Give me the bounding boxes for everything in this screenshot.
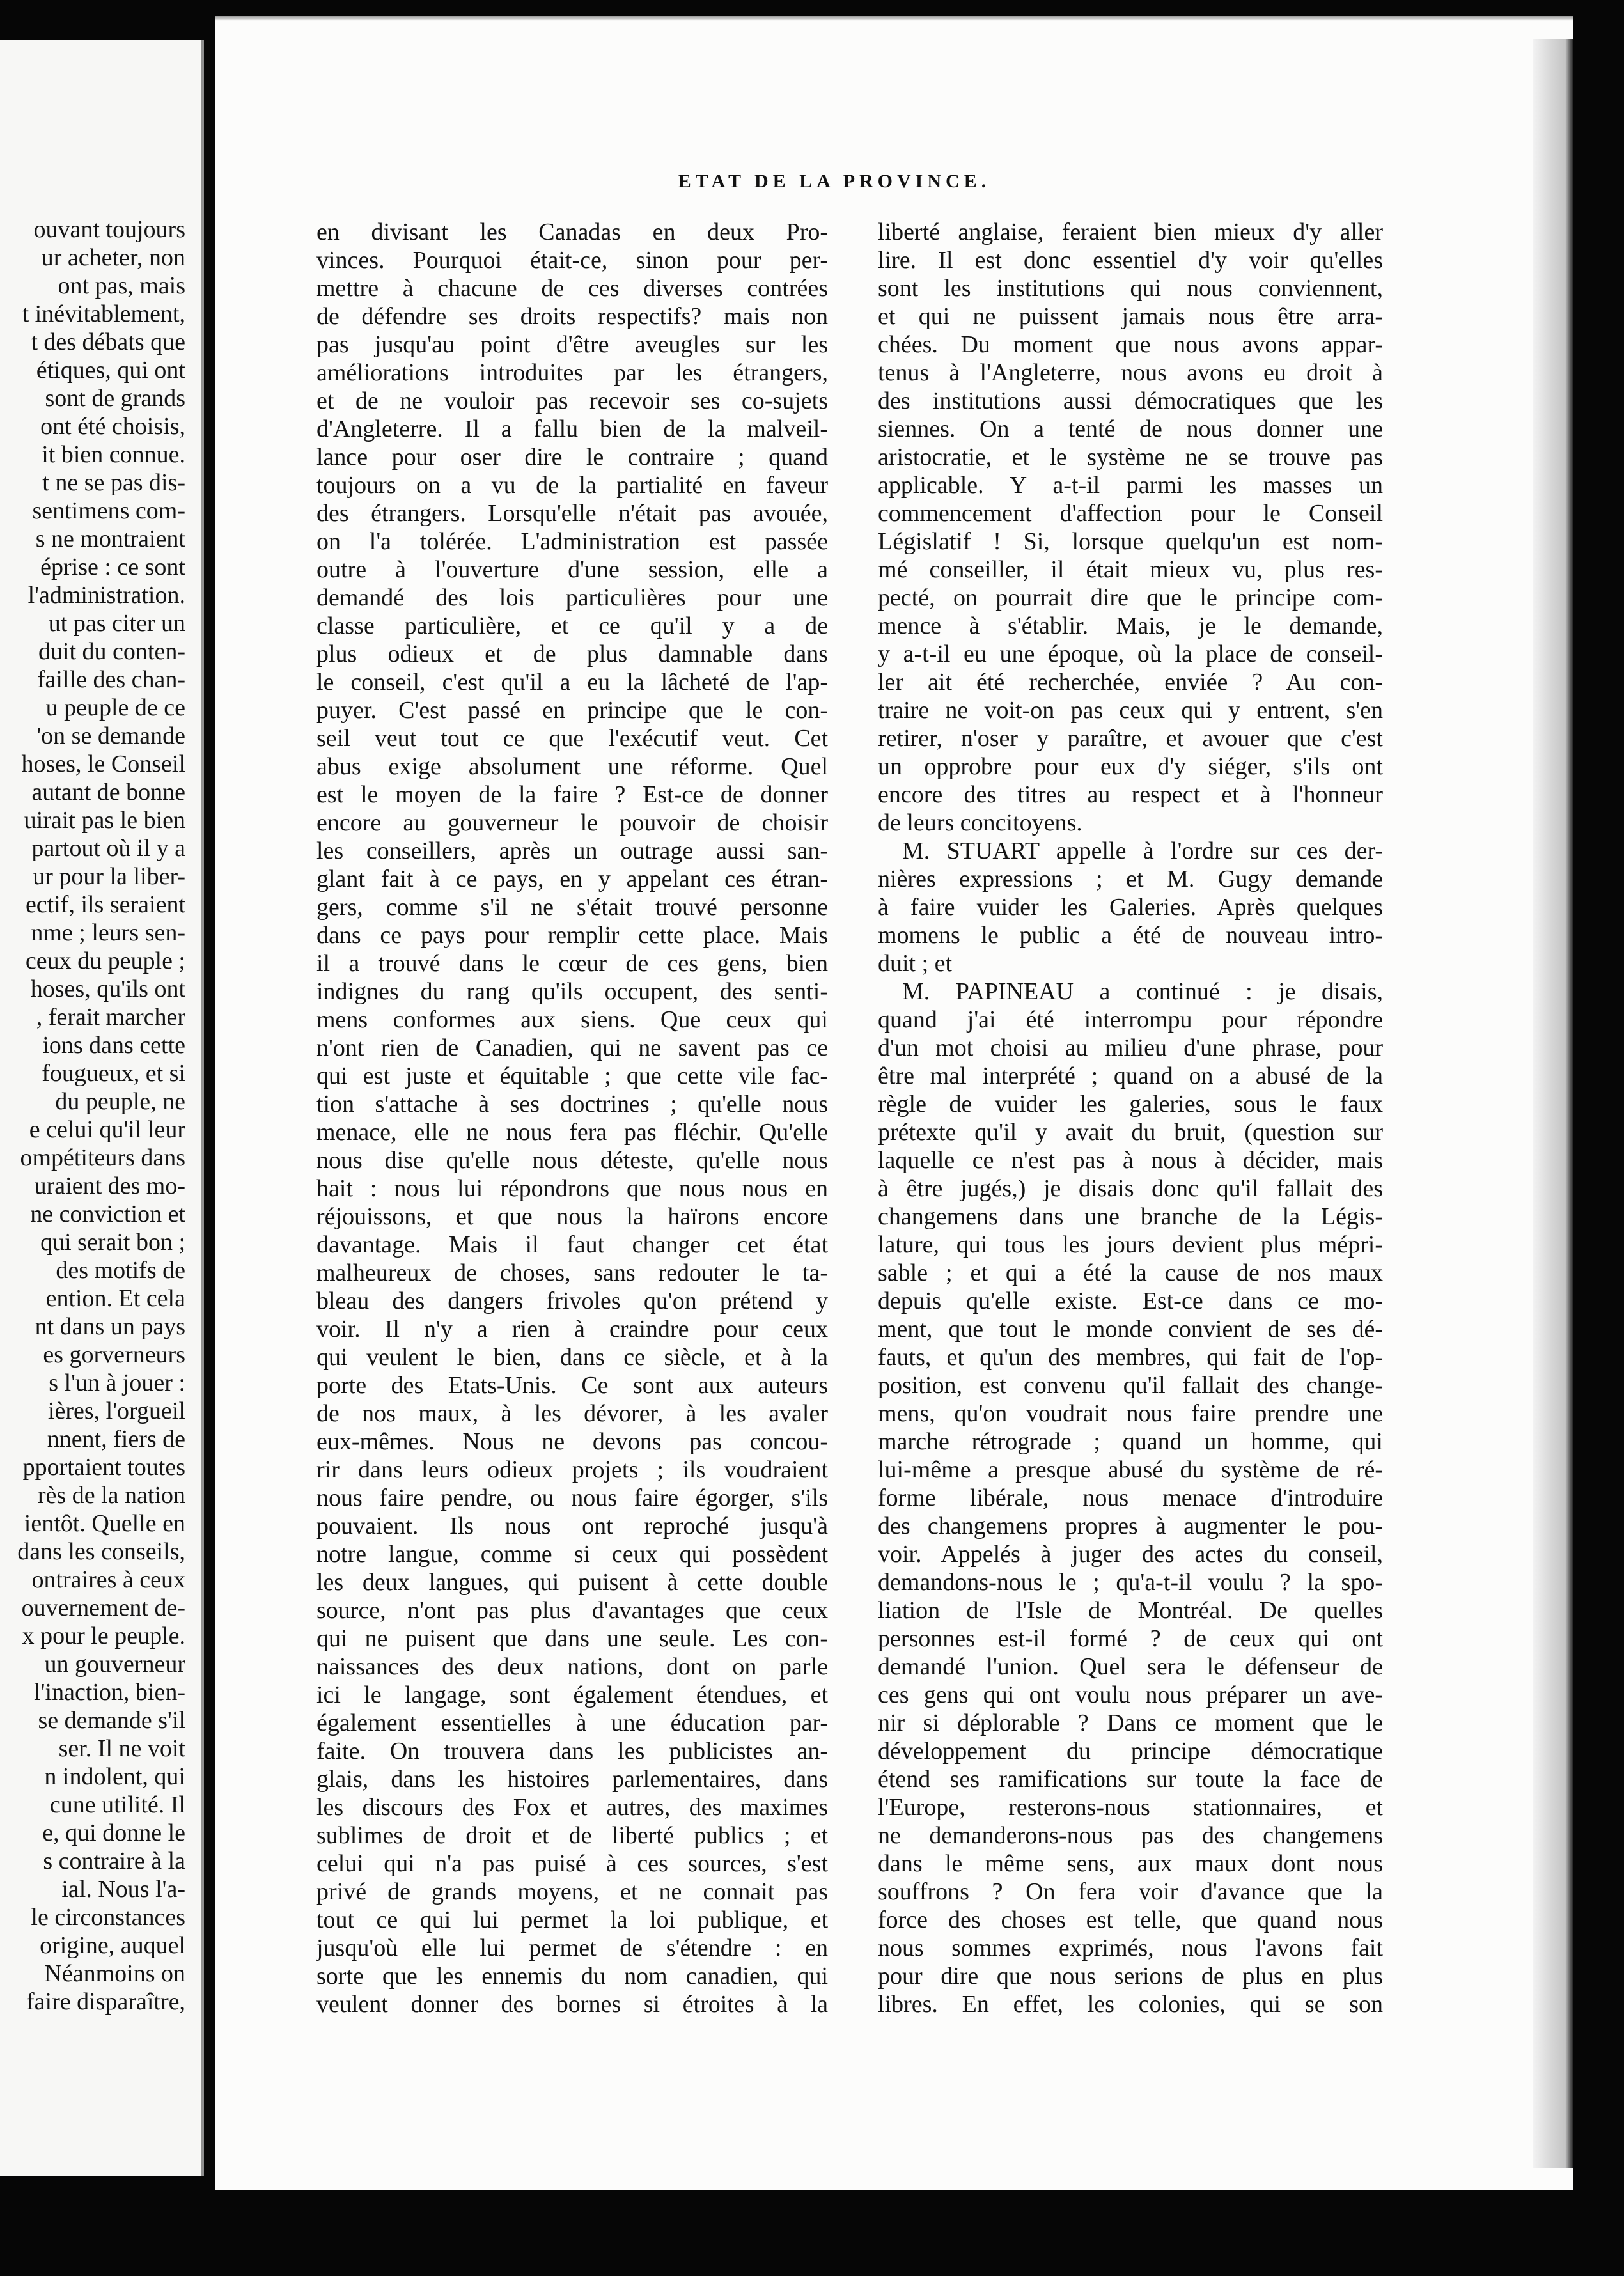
text-column-1 <box>316 218 828 2018</box>
facing-page-text-line: faille des chan- <box>36 666 185 693</box>
text-line: les conseillers, après un outrage aussi san- <box>316 838 828 864</box>
facing-page-text-line: nt dans un pays <box>35 1313 185 1340</box>
text-line: de nos maux, à les dévorer, à les avaler <box>316 1400 828 1427</box>
facing-page-text-line: étiques, qui ont <box>36 357 185 384</box>
facing-page-text-line: fougueux, et si <box>42 1060 185 1087</box>
facing-page-text-line: ention. Et cela <box>45 1285 185 1312</box>
text-line: ler ait été recherchée, enviée ? Au con- <box>878 669 1383 696</box>
text-line: nir si déplorable ? Dans ce moment que le <box>878 1710 1383 1736</box>
text-line: retirer, n'oser y paraître, et avouer que c'est <box>878 725 1383 752</box>
facing-page-text-line: ouvernement de- <box>21 1594 185 1621</box>
facing-page-text-line: nme ; leurs sen- <box>31 919 185 946</box>
text-line: et qui ne puissent jamais nous être arra- <box>878 303 1383 330</box>
text-line: ici le langage, sont également étendues, et <box>316 1681 828 1708</box>
text-line: laquelle ce n'est pas à nous à décider, mais <box>878 1147 1383 1174</box>
facing-page-text-line: duit du conten- <box>38 638 185 665</box>
text-line: marche rétrograde ; quand un homme, qui <box>878 1428 1383 1455</box>
facing-page-text-line: éprise : ce sont <box>40 554 185 581</box>
text-line: qui ne puisent que dans une seule. Les con- <box>316 1625 828 1652</box>
text-line: privé de grands moyens, et ne connait pas <box>316 1878 828 1905</box>
text-line: encore au gouverneur le pouvoir de choisir <box>316 809 828 836</box>
text-line: être mal interprété ; quand on a abusé de la <box>878 1063 1383 1089</box>
facing-page-text-line: un gouverneur <box>44 1651 185 1678</box>
facing-page-text-line: se demande s'il <box>38 1707 185 1734</box>
text-line: ces gens qui ont voulu nous préparer un ave- <box>878 1681 1383 1708</box>
text-line: tenus à l'Angleterre, nous avons eu droit à <box>878 359 1383 386</box>
text-line: mens conformes aux siens. Que ceux qui <box>316 1006 828 1033</box>
facing-page-text-line: t ne se pas dis- <box>42 469 185 496</box>
facing-page-text-line: s contraire à la <box>43 1848 185 1875</box>
text-line: pas jusqu'au point d'être aveugles sur les <box>316 331 828 358</box>
text-line: le conseil, c'est qu'il a eu la lâcheté de l'ap- <box>316 669 828 696</box>
facing-page-text-line: partout où il y a <box>31 835 185 862</box>
facing-page-text-line: e celui qu'il leur <box>29 1116 185 1143</box>
text-line: il a trouvé dans le cœur de ces gens, bien <box>316 950 828 977</box>
facing-page-text-line: it bien connue. <box>42 441 185 468</box>
text-line: changemens dans une branche de la Légis- <box>878 1203 1383 1230</box>
facing-page-text-line: Néanmoins on <box>44 1960 185 1987</box>
text-line: pecté, on pourrait dire que le principe com- <box>878 584 1383 611</box>
text-line: toujours on a vu de la partialité en faveur <box>316 472 828 499</box>
paragraph <box>878 978 1383 2018</box>
facing-page-text-line: faire disparaître, <box>26 1988 185 2015</box>
text-line: y a-t-il eu une époque, où la place de conseil- <box>878 641 1383 667</box>
text-line: vinces. Pourquoi était-ce, sinon pour per- <box>316 247 828 274</box>
text-line: mettre à chacune de ces diverses contrées <box>316 275 828 302</box>
facing-page-text-line: hoses, le Conseil <box>21 751 185 777</box>
facing-page-text-line: le circonstances <box>31 1904 185 1931</box>
text-line: hait : nous lui répondrons que nous nous en <box>316 1175 828 1202</box>
facing-page-text-line: t des débats que <box>31 329 185 355</box>
text-line: applicable. Y a-t-il parmi les masses un <box>878 472 1383 499</box>
facing-page-text-line: n indolent, qui <box>44 1763 185 1790</box>
facing-page-text-line: ont été choisis, <box>40 413 185 440</box>
text-column-2 <box>878 218 1383 2018</box>
text-line: source, n'ont pas plus d'avantages que ceux <box>316 1597 828 1624</box>
text-line: nières expressions ; et M. Gugy demande <box>878 866 1383 892</box>
facing-page-text-line: ceux du peuple ; <box>25 947 185 974</box>
facing-page-text-line: ectif, ils seraient <box>25 891 185 918</box>
text-line: plus odieux et de plus damnable dans <box>316 641 828 667</box>
text-line: n'ont rien de Canadien, qui ne savent pas ce <box>316 1034 828 1061</box>
page-top-shadow <box>215 16 1573 21</box>
text-line: davantage. Mais il faut changer cet état <box>316 1231 828 1258</box>
facing-page-fragment <box>0 40 204 2176</box>
text-line: d'un mot choisi au milieu d'une phrase, pour <box>878 1034 1383 1061</box>
text-line: tion s'attache à ses doctrines ; qu'elle nous <box>316 1091 828 1118</box>
facing-page-text-line: ompétiteurs dans <box>20 1144 185 1171</box>
facing-page-text-line: l'inaction, bien- <box>34 1679 185 1706</box>
text-line: ment, que tout le monde convient de ses dé- <box>878 1316 1383 1343</box>
facing-page-text-line: uirait pas le bien <box>24 807 185 834</box>
facing-page-text-line: ouvant toujours <box>33 216 185 243</box>
paragraph <box>316 218 828 2018</box>
facing-page-text-line: nnent, fiers de <box>47 1426 185 1453</box>
text-line: de défendre ses droits respectifs? mais non <box>316 303 828 330</box>
text-line: nous faire pendre, ou nous faire égorger, s'ils <box>316 1485 828 1511</box>
document-page <box>215 16 1573 2190</box>
facing-page-text-line: ial. Nous l'a- <box>61 1876 185 1903</box>
facing-page-text-line: uraient des mo- <box>34 1173 185 1199</box>
text-line: mence à s'établir. Mais, je le demande, <box>878 612 1383 639</box>
text-line: duit ; et <box>878 950 953 977</box>
text-line: nous dise qu'elle nous déteste, qu'elle nous <box>316 1147 828 1174</box>
facing-page-text-line: dans les conseils, <box>17 1538 185 1565</box>
text-line: libres. En effet, les colonies, qui se son <box>878 1991 1383 2018</box>
running-title: ETAT DE LA PROVINCE. <box>678 171 991 192</box>
facing-page-text-line: ser. Il ne voit <box>58 1735 185 1762</box>
facing-page-text-line: , ferait marcher <box>36 1004 185 1031</box>
text-line: voir. Appelés à juger des actes du conseil, <box>878 1541 1383 1568</box>
text-line: mens, qu'on voudrait nous faire prendre une <box>878 1400 1383 1427</box>
text-line: lire. Il est donc essentiel d'y voir qu'elles <box>878 247 1383 274</box>
facing-page-text-line: rès de la nation <box>37 1482 185 1509</box>
text-line: porte des Etats-Unis. Ce sont aux auteurs <box>316 1372 828 1399</box>
text-line: voir. Il n'y a rien à craindre pour ceux <box>316 1316 828 1343</box>
text-line: eux-mêmes. Nous ne devons pas concou- <box>316 1428 828 1455</box>
text-line: quand j'ai été interrompu pour répondre <box>878 1006 1383 1033</box>
text-line: en divisant les Canadas en deux Pro- <box>316 219 828 246</box>
text-line: classe particulière, et ce qu'il y a de <box>316 612 828 639</box>
text-line: celui qui n'a pas puisé à ces sources, s'est <box>316 1850 828 1877</box>
text-line: liation de l'Isle de Montréal. De quelles <box>878 1597 1383 1624</box>
facing-page-text-line: s ne montraient <box>35 526 185 552</box>
facing-page-text-line: cune utilité. Il <box>49 1791 185 1818</box>
text-line: souffrons ? On fera voir d'avance que la <box>878 1878 1383 1905</box>
text-line: à faire vuider les Galeries. Après quelques <box>878 894 1383 921</box>
facing-page-text-line: ne conviction et <box>30 1201 185 1228</box>
text-line: Législatif ! Si, lorsque quelqu'un est nom- <box>878 528 1383 555</box>
facing-page-text-line: des motifs de <box>56 1257 185 1284</box>
facing-page-text-line: ions dans cette <box>42 1032 185 1059</box>
text-line: seil veut tout ce que l'exécutif veut. Cet <box>316 725 828 752</box>
facing-page-text-line: qui serait bon ; <box>40 1229 185 1256</box>
text-line: glant fait à ce pays, en y appelant ces étran- <box>316 866 828 892</box>
text-line: bleau des dangers frivoles qu'on prétend y <box>316 1288 828 1314</box>
facing-page-text-line: ières, l'orgueil <box>47 1398 185 1424</box>
text-line: rir dans leurs odieux projets ; ils voudraient <box>316 1456 828 1483</box>
facing-page-text-line: ontraires à ceux <box>31 1566 185 1593</box>
text-line: étend ses ramifications sur toute la face de <box>878 1766 1383 1793</box>
facing-page-text-line: e, qui donne le <box>42 1820 185 1846</box>
text-line: développement du principe démocratique <box>878 1738 1383 1765</box>
text-line: réjouissons, et que nous la haïrons encore <box>316 1203 828 1230</box>
text-line: depuis qu'elle existe. Est-ce dans ce mo- <box>878 1288 1383 1314</box>
text-line: notre langue, comme si ceux qui possèdent <box>316 1541 828 1568</box>
facing-page-text-line: s l'un à jouer : <box>49 1369 185 1396</box>
text-line: lance pour oser dire le contraire ; quand <box>316 444 828 471</box>
paragraph <box>878 218 1383 837</box>
text-line: sublimes de droit et de liberté publics ; et <box>316 1822 828 1849</box>
facing-page-text-line: es gorverneurs <box>43 1341 185 1368</box>
text-line: est le moyen de la faire ? Est-ce de donner <box>316 781 828 808</box>
text-line: ne demanderons-nous pas des changemens <box>878 1822 1383 1849</box>
facing-page-text-line: l'administration. <box>27 582 185 609</box>
facing-page-text-line: ur pour la liber- <box>33 863 185 890</box>
facing-page-text-line: sont de grands <box>45 385 185 412</box>
text-line: prétexte qu'il y avait du bruit, (question sur <box>878 1119 1383 1146</box>
text-line: jusqu'où elle lui permet de s'étendre : en <box>316 1935 828 1961</box>
text-line: liberté anglaise, feraient bien mieux d'y aller <box>878 219 1383 246</box>
text-line: menace, elle ne nous fera pas fléchir. Qu'elle <box>316 1119 828 1146</box>
text-line: sorte que les ennemis du nom canadien, qui <box>316 1963 828 1990</box>
text-line: tout ce qui lui permet la loi publique, et <box>316 1906 828 1933</box>
text-line: lui-même a presque abusé du système de ré- <box>878 1456 1383 1483</box>
facing-page-text-line: u peuple de ce <box>45 694 185 721</box>
text-line: règle de vuider les galeries, sous le faux <box>878 1091 1383 1118</box>
text-line: demandé l'union. Quel sera le défenseur de <box>878 1653 1383 1680</box>
facing-page-text-line: ientôt. Quelle en <box>24 1510 185 1537</box>
text-line: également essentielles à une éducation par- <box>316 1710 828 1736</box>
text-line: M. STUART appelle à l'ordre sur ces der- <box>902 838 1383 864</box>
text-line: puyer. C'est passé en principe que le con- <box>316 697 828 724</box>
facing-page-text-line: autant de bonne <box>31 779 185 806</box>
text-line: force des choses est telle, que quand nous <box>878 1906 1383 1933</box>
text-line: demandons-nous le ; qu'a-t-il voulu ? la spo- <box>878 1569 1383 1596</box>
text-line: sable ; et qui a été la cause de nos maux <box>878 1259 1383 1286</box>
text-line: outre à l'ouverture d'une session, elle a <box>316 556 828 583</box>
text-line: encore des titres au respect et à l'honneur <box>878 781 1383 808</box>
text-line: qui veulent le bien, dans ce siècle, et à la <box>316 1344 828 1371</box>
text-line: glais, dans les histoires parlementaires, dans <box>316 1766 828 1793</box>
text-line: forme libérale, nous menace d'introduire <box>878 1485 1383 1511</box>
text-line: aristocratie, et le système ne se trouve pas <box>878 444 1383 471</box>
facing-page-text-line: sentimens com- <box>32 497 185 524</box>
text-line: indignes du rang qu'ils occupent, des senti- <box>316 978 828 1005</box>
text-line: on l'a tolérée. L'administration est passée <box>316 528 828 555</box>
facing-page-text-line: pportaient toutes <box>22 1454 185 1481</box>
text-line: demandé des lois particulières pour une <box>316 584 828 611</box>
text-line: abus exige absolument une réforme. Quel <box>316 753 828 780</box>
text-line: nous sommes exprimés, nous l'avons fait <box>878 1935 1383 1961</box>
text-line: l'Europe, resterons-nous stationnaires, et <box>878 1794 1383 1821</box>
facing-page-text-line: 'on se demande <box>36 722 185 749</box>
text-line: veulent donner des bornes si étroites à la <box>316 1991 828 2018</box>
text-line: pouvaient. Ils nous ont reproché jusqu'à <box>316 1513 828 1539</box>
text-line: lature, qui tous les jours devient plus mépri- <box>878 1231 1383 1258</box>
facing-page-text-line: ur acheter, non <box>41 244 185 271</box>
text-line: malheureux de choses, sans redouter le ta- <box>316 1259 828 1286</box>
text-line: position, est convenu qu'il fallait des change- <box>878 1372 1383 1399</box>
facing-page-text-line: ont pas, mais <box>58 272 185 299</box>
text-line: les deux langues, qui puisent à cette double <box>316 1569 828 1596</box>
text-line: dans le même sens, aux maux dont nous <box>878 1850 1383 1877</box>
text-line: et de ne vouloir pas recevoir ses co-sujets <box>316 387 828 414</box>
text-line: momens le public a été de nouveau intro- <box>878 922 1383 949</box>
text-line: sont les institutions qui nous conviennent, <box>878 275 1383 302</box>
text-line: chées. Du moment que nous avons appar- <box>878 331 1383 358</box>
text-line: naissances des deux nations, dont on parle <box>316 1653 828 1680</box>
text-line: qui est juste et équitable ; que cette vile fac- <box>316 1063 828 1089</box>
text-line: traire ne voit-on pas ceux qui y entrent, s'en <box>878 697 1383 724</box>
text-line: M. PAPINEAU a continué : je disais, <box>902 978 1383 1005</box>
text-line: un opprobre pour eux d'y siéger, s'ils ont <box>878 753 1383 780</box>
text-line: siennes. On a tenté de nous donner une <box>878 416 1383 442</box>
facing-page-text-line: du peuple, ne <box>55 1088 185 1115</box>
facing-page-text-line: ut pas citer un <box>48 610 185 637</box>
text-line: dans ce pays pour remplir cette place. Mais <box>316 922 828 949</box>
facing-page-text-line: hoses, qu'ils ont <box>30 976 185 1002</box>
page-edge-shadow <box>1533 39 1573 2168</box>
text-line: des institutions aussi démocratiques que les <box>878 387 1383 414</box>
text-line: de leurs concitoyens. <box>878 809 1082 836</box>
text-line: d'Angleterre. Il a fallu bien de la malveil- <box>316 416 828 442</box>
text-line: pour dire que nous serions de plus en plus <box>878 1963 1383 1990</box>
text-line: personnes est-il formé ? de ceux qui ont <box>878 1625 1383 1652</box>
facing-page-text-line: origine, auquel <box>40 1932 185 1959</box>
paragraph <box>878 837 1383 978</box>
text-line: mé conseiller, il était mieux vu, plus res- <box>878 556 1383 583</box>
facing-page-text <box>0 215 185 2016</box>
text-line: fauts, et qu'un des membres, qui fait de l'op- <box>878 1344 1383 1371</box>
text-line: faite. On trouvera dans les publicistes an- <box>316 1738 828 1765</box>
text-line: gers, comme s'il ne s'était trouvé personne <box>316 894 828 921</box>
text-line: des changemens propres à augmenter le pou- <box>878 1513 1383 1539</box>
facing-page-text-line: t inévitablement, <box>22 300 185 327</box>
text-line: à être jugés,) je disais donc qu'il fallait des <box>878 1175 1383 1202</box>
text-line: améliorations introduites par les étrangers, <box>316 359 828 386</box>
text-line: commencement d'affection pour le Conseil <box>878 500 1383 527</box>
facing-page-text-line: x pour le peuple. <box>22 1623 185 1649</box>
text-line: des étrangers. Lorsqu'elle n'était pas avouée, <box>316 500 828 527</box>
text-line: les discours des Fox et autres, des maximes <box>316 1794 828 1821</box>
